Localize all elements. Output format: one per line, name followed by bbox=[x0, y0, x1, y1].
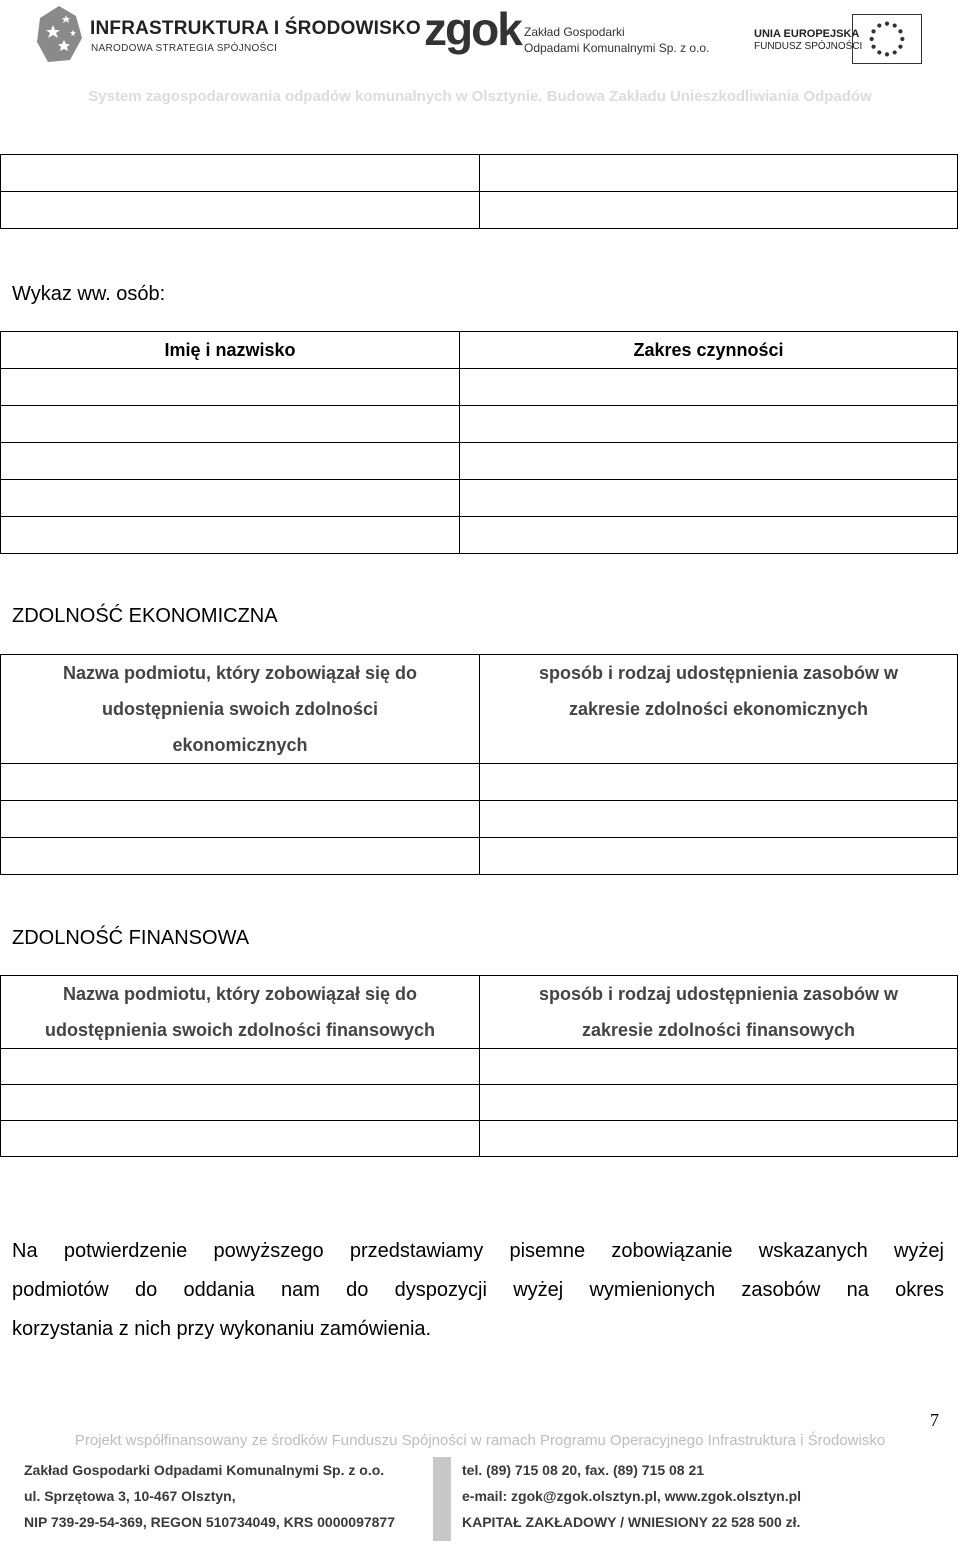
table-cell[interactable] bbox=[1, 517, 460, 554]
table-row bbox=[1, 1085, 958, 1121]
table-header-row bbox=[1, 332, 958, 369]
table-cell[interactable] bbox=[1, 838, 480, 875]
table-row bbox=[1, 1121, 958, 1157]
zgok-logo bbox=[424, 3, 710, 64]
table-header-row bbox=[1, 655, 958, 764]
persons-heading: Wykaz ww. osób: bbox=[12, 283, 166, 305]
table-cell[interactable] bbox=[1, 1121, 480, 1157]
logo1-subtitle: NARODOWA STRATEGIA SPÓJNOŚCI bbox=[91, 43, 278, 54]
table-cell[interactable] bbox=[460, 406, 958, 443]
table-cell[interactable] bbox=[1, 801, 480, 838]
table-header-row bbox=[1, 976, 958, 1049]
table-cell[interactable] bbox=[1, 443, 460, 480]
table-cell[interactable] bbox=[460, 480, 958, 517]
footer-phone: tel. (89) 715 08 20, fax. (89) 715 08 21 bbox=[462, 1462, 705, 1478]
column-header-method bbox=[480, 976, 958, 1049]
table-row bbox=[1, 838, 958, 875]
paragraph-line: Na potwierdzenie powyższego przedstawiamy pisemne zobowiązanie wskazanych wyżej bbox=[12, 1240, 944, 1262]
header-caption: System zagospodarowania odpadów komunalnych w Olsztynie. Budowa Zakładu Unieszkodliwiania Odpadów bbox=[88, 88, 872, 105]
financial-table bbox=[0, 975, 958, 1157]
table-cell[interactable] bbox=[460, 517, 958, 554]
table-row bbox=[1, 801, 958, 838]
zgok-line1: Zakład Gospodarki bbox=[524, 25, 625, 39]
header-line: ekonomicznych bbox=[172, 735, 308, 755]
star-emblem-icon bbox=[32, 4, 86, 68]
eu-flag-icon bbox=[852, 14, 922, 64]
table-cell[interactable] bbox=[1, 764, 480, 801]
footer-divider bbox=[433, 1457, 451, 1541]
economic-heading: ZDOLNOŚĆ EKONOMICZNA bbox=[12, 605, 278, 627]
column-header-entity bbox=[1, 976, 480, 1049]
footer-capital: KAPITAŁ ZAKŁADOWY / WNIESIONY 22 528 500 zł. bbox=[462, 1514, 801, 1530]
footer-company: Zakład Gospodarki Odpadami Komunalnymi Sp. z o.o. bbox=[24, 1462, 385, 1478]
column-header-name: Imię i nazwisko bbox=[1, 332, 460, 369]
header-line: sposób i rodzaj udostępnienia zasobów w bbox=[538, 663, 899, 683]
column-header-method bbox=[480, 655, 958, 764]
table-row bbox=[1, 517, 958, 554]
table-cell[interactable] bbox=[1, 155, 480, 192]
table-row bbox=[1, 443, 958, 480]
zgok-brand: zgok bbox=[424, 3, 521, 55]
infrastruktura-logo bbox=[32, 4, 421, 68]
header-line: zakresie zdolności finansowych bbox=[581, 1020, 856, 1040]
table-cell[interactable] bbox=[480, 838, 958, 875]
table-cell[interactable] bbox=[480, 1085, 958, 1121]
column-header-entity bbox=[1, 655, 480, 764]
table-row bbox=[1, 406, 958, 443]
commitment-paragraph bbox=[12, 1232, 944, 1349]
table-cell[interactable] bbox=[460, 443, 958, 480]
table-cell[interactable] bbox=[1, 369, 460, 406]
table-row bbox=[1, 1049, 958, 1085]
zgok-line2: Odpadami Komunalnymi Sp. z o.o. bbox=[524, 41, 710, 55]
table-cell[interactable] bbox=[480, 155, 958, 192]
table-cell[interactable] bbox=[1, 192, 480, 229]
table-row bbox=[1, 369, 958, 406]
table-row bbox=[1, 764, 958, 801]
table-cell[interactable] bbox=[1, 1085, 480, 1121]
table-row bbox=[1, 480, 958, 517]
header-line: sposób i rodzaj udostępnienia zasobów w bbox=[538, 984, 899, 1004]
header-line: udostępnienia swoich zdolności finansowych bbox=[44, 1020, 436, 1040]
footer-registry: NIP 739-29-54-369, REGON 510734049, KRS 0000097877 bbox=[24, 1514, 395, 1530]
financial-heading: ZDOLNOŚĆ FINANSOWA bbox=[12, 927, 250, 949]
persons-table bbox=[0, 331, 958, 554]
table-cell[interactable] bbox=[460, 369, 958, 406]
table-row bbox=[1, 192, 958, 229]
top-table bbox=[0, 154, 958, 229]
logo1-title: INFRASTRUKTURA I ŚRODOWISKO bbox=[90, 18, 421, 39]
column-header-scope: Zakres czynności bbox=[460, 332, 958, 369]
table-cell[interactable] bbox=[480, 764, 958, 801]
table-cell[interactable] bbox=[480, 801, 958, 838]
paragraph-line: korzystania z nich przy wykonaniu zamówienia. bbox=[12, 1318, 432, 1340]
table-cell[interactable] bbox=[1, 406, 460, 443]
header-line: Nazwa podmiotu, który zobowiązał się do bbox=[62, 984, 418, 1004]
table-cell[interactable] bbox=[480, 1049, 958, 1085]
footer-project-note: Projekt współfinansowany ze środków Funduszu Spójności w ramach Programu Operacyjnego Infrastruktura i Środowisko bbox=[74, 1432, 886, 1449]
eu-line2: FUNDUSZ SPÓJNOŚCI bbox=[754, 41, 863, 52]
eu-logo bbox=[752, 14, 924, 66]
table-cell[interactable] bbox=[1, 480, 460, 517]
footer-address: ul. Sprzętowa 3, 10-467 Olsztyn, bbox=[24, 1488, 236, 1504]
table-cell[interactable] bbox=[1, 1049, 480, 1085]
economic-table bbox=[0, 654, 958, 875]
eu-line1: UNIA EUROPEJSKA bbox=[754, 28, 860, 40]
table-row bbox=[1, 155, 958, 192]
header-line: zakresie zdolności ekonomicznych bbox=[568, 699, 869, 719]
page-number: 7 bbox=[930, 1410, 939, 1430]
footer-email: e-mail: zgok@zgok.olsztyn.pl, www.zgok.olsztyn.pl bbox=[462, 1488, 802, 1504]
table-cell[interactable] bbox=[480, 192, 958, 229]
paragraph-line: podmiotów do oddania nam do dyspozycji wyżej wymienionych zasobów na okres bbox=[12, 1279, 944, 1301]
header-line: udostępnienia swoich zdolności bbox=[101, 699, 379, 719]
table-cell[interactable] bbox=[480, 1121, 958, 1157]
header-line: Nazwa podmiotu, który zobowiązał się do bbox=[62, 663, 418, 683]
